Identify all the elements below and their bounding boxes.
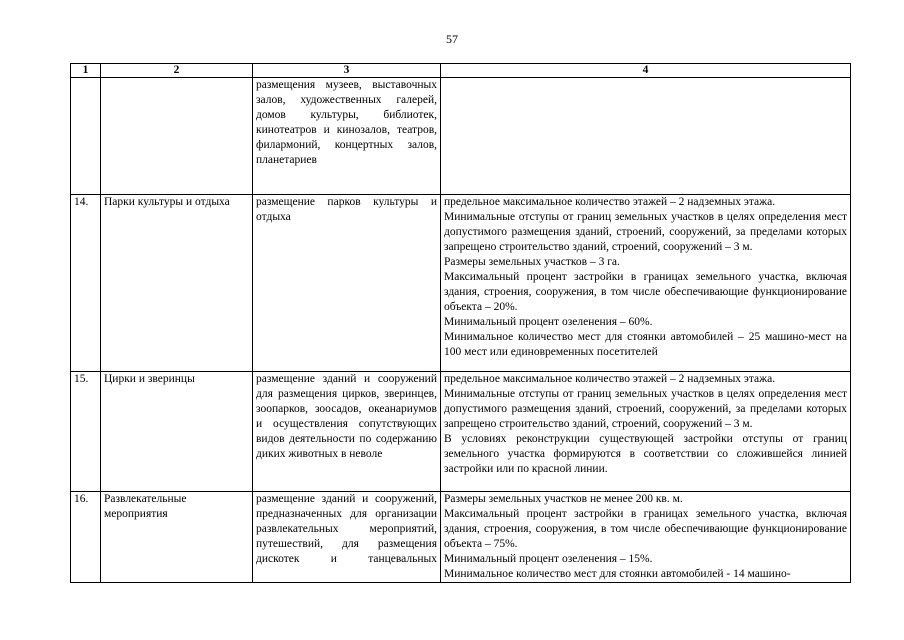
header-row — [71, 64, 851, 78]
table-row — [71, 372, 851, 492]
parameter-line: Максимальный процент застройки в границах земельного участка, включая здания, строения, сооружения, в том числе обеспечивающие функционирование объекта – 20%. — [444, 271, 847, 313]
use-name-text: Парки культуры и отдыха — [104, 196, 230, 208]
table-row — [71, 492, 851, 583]
header-col-4: 4 — [441, 64, 851, 78]
row-number: 16. — [71, 492, 101, 583]
parameter-line: Размеры земельных участков не менее 200 кв. м. — [444, 493, 683, 505]
header-col-1: 1 — [71, 64, 101, 78]
parameter-line: Максимальный процент застройки в границах земельного участка, включая здания, строения, сооружения, в том числе обеспечивающие функционирование объекта – 75%. — [444, 508, 847, 550]
use-description — [253, 195, 441, 372]
use-name — [101, 78, 253, 195]
parameter-line: предельное максимальное количество этажей – 2 надземных этажа. — [444, 196, 776, 208]
use-name-text: Развлекательные мероприятия — [104, 493, 187, 520]
table-row — [71, 195, 851, 372]
parameter-line: В условиях реконструкции существующей застройки отступы от границ земельного участка формируются в соответствии со сложившейся линией застройки или по красной линии. — [444, 433, 847, 475]
parameter-line: Минимальные отступы от границ земельных участков в целях определения мест допустимого размещения зданий, строений, сооружений, за пределами которых запрещено строительство зданий, строений, сооружений – 3 м. — [444, 211, 847, 253]
row-number: 15. — [71, 372, 101, 492]
use-parameters — [441, 372, 851, 492]
use-description-text: размещение парков культуры и отдыха — [256, 196, 437, 223]
parameter-line: Размеры земельных участков – 3 га. — [444, 256, 620, 268]
use-name-text: Цирки и зверинцы — [104, 373, 195, 385]
use-parameters — [441, 492, 851, 583]
header-col-3: 3 — [253, 64, 441, 78]
parameter-line: Минимальное количество мест для стоянки автомобилей - 14 машино- — [444, 568, 791, 580]
use-description-text: размещения музеев, выставочных залов, художественных галерей, домов культуры, библиотек, кинотеатров и кинозалов, театров, филармоний, концертных залов, планетариев — [256, 79, 437, 166]
parameter-line: Минимальный процент озеленения – 60%. — [444, 316, 653, 328]
use-parameters — [441, 78, 851, 195]
use-description — [253, 492, 441, 583]
row-number — [71, 78, 101, 195]
row-number: 14. — [71, 195, 101, 372]
use-description-text: размещение зданий и сооружений для размещения цирков, зверинцев, зоопарков, зоосадов, океанариумов и осуществления сопутствующих видов деятельности по содержанию диких животных в неволе — [256, 373, 437, 460]
use-parameters — [441, 195, 851, 372]
page-number: 57 — [446, 32, 458, 46]
header-col-2: 2 — [101, 64, 253, 78]
parameter-line: Минимальные отступы от границ земельных участков в целях определения мест допустимого размещения зданий, строений, сооружений, за пределами которых запрещено строительство зданий, строений, сооружений – 3 м. — [444, 388, 847, 430]
use-description-text: размещение зданий и сооружений, предназначенных для организации развлекательных мероприятий, путешествий, для размещения дискотек и танцевальных — [256, 493, 437, 565]
table-row — [71, 78, 851, 195]
parameter-line: Минимальный процент озеленения – 15%. — [444, 553, 653, 565]
use-name — [101, 492, 253, 583]
parameter-line: предельное максимальное количество этажей – 2 надземных этажа. — [444, 373, 776, 385]
parameter-line: Минимальное количество мест для стоянки автомобилей – 25 машино-мест на 100 мест или единовременных посетителей — [444, 331, 847, 358]
use-name — [101, 195, 253, 372]
regulations-table — [70, 63, 851, 583]
use-name — [101, 372, 253, 492]
use-description — [253, 78, 441, 195]
use-description — [253, 372, 441, 492]
